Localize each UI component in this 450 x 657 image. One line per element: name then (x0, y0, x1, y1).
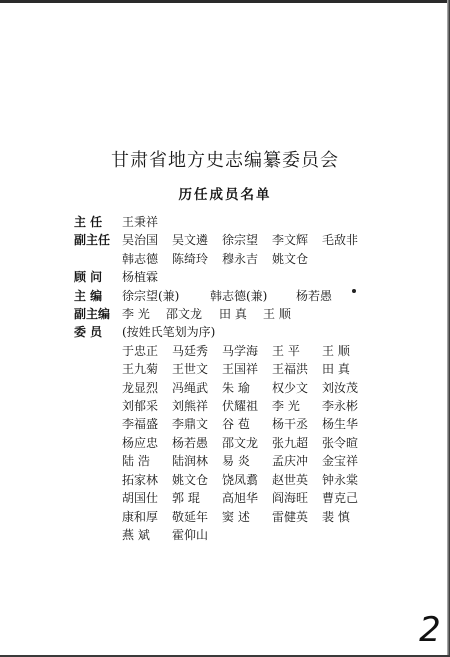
member-name: 杨若愚 (172, 435, 209, 450)
member-name: 龙显烈 (122, 380, 159, 395)
member-name: 王福洪 (272, 362, 309, 377)
member-name: 毛敌非 (322, 233, 359, 248)
member-name: 金宝祥 (322, 454, 359, 469)
member-row (74, 526, 372, 544)
member-name: 钟永棠 (322, 472, 359, 487)
member-roster (74, 213, 372, 544)
member-name: 邵文龙 (222, 435, 259, 450)
member-name: 王 顺 (263, 307, 291, 322)
member-name: 阎海旺 (272, 491, 309, 506)
member-name: 田 真 (322, 362, 350, 377)
member-name: 权少文 (272, 380, 309, 395)
member-name: 陈绮玲 (172, 251, 209, 266)
member-name: 雷健英 (272, 509, 309, 524)
ordering-note: (按姓氏笔划为序) (122, 325, 216, 340)
section-label: 主 编 (74, 288, 103, 303)
roster-subtitle: 历任成员名单 (178, 187, 272, 203)
member-name: 窦 述 (222, 509, 250, 524)
member-name: 穆永吉 (222, 251, 259, 266)
member-name: 李鼎文 (172, 417, 209, 432)
member-name: 姚文仓 (172, 472, 209, 487)
member-name: 王国祥 (222, 362, 259, 377)
member-name: 谷 苞 (222, 417, 250, 432)
member-name: 饶凤翥 (222, 472, 259, 487)
ink-dot (352, 289, 356, 293)
section-deputy-director (74, 231, 372, 249)
member-name: 陆 浩 (122, 454, 150, 469)
member-row (74, 397, 372, 415)
member-name: 吴治国 (122, 233, 159, 248)
member-name: 裴 慎 (322, 509, 350, 524)
member-name: 李福盛 (122, 417, 159, 432)
section-deputy-editor (74, 305, 372, 323)
member-name: 敬延年 (172, 509, 209, 524)
member-name: 马廷秀 (172, 343, 209, 358)
member-row (74, 508, 372, 526)
section-label: 委 员 (74, 325, 103, 340)
member-row (74, 342, 372, 360)
section-label: 副主编 (74, 307, 111, 322)
member-name: 田 真 (219, 307, 247, 322)
member-name: 李永彬 (322, 399, 359, 414)
member-name: 张令暄 (322, 435, 359, 450)
member-name: 王 平 (272, 343, 300, 358)
member-name: 杨干丞 (272, 417, 309, 432)
member-name: 孟庆冲 (272, 454, 309, 469)
member-name: 李文辉 (272, 233, 309, 248)
member-name: 姚文仓 (272, 251, 309, 266)
section-members (74, 323, 372, 341)
member-row (74, 452, 372, 470)
section-advisor (74, 268, 372, 286)
member-name: 王 顺 (322, 343, 350, 358)
member-name: 李 光 (272, 399, 300, 414)
member-name: 王世文 (172, 362, 209, 377)
member-name: 刘汝茂 (322, 380, 359, 395)
member-name: 王秉祥 (122, 215, 159, 229)
page-number (416, 611, 444, 649)
member-row (74, 360, 372, 378)
member-name: 韩志德 (122, 251, 159, 266)
section-label: 副主任 (74, 233, 111, 248)
svg-text:2: 2 (419, 611, 441, 649)
member-name: 杨若愚 (296, 288, 333, 303)
member-name: 康和厚 (122, 509, 159, 524)
member-name: 于忠正 (122, 343, 159, 358)
member-name: 胡国仕 (122, 491, 159, 506)
member-row (74, 415, 372, 433)
section-chief-editor (74, 287, 372, 305)
member-name: 杨生华 (322, 417, 359, 432)
member-row (74, 489, 372, 507)
section-label: 顾 问 (74, 270, 103, 285)
member-name: 杨应忠 (122, 435, 159, 450)
member-row (74, 471, 372, 489)
member-row (74, 379, 372, 397)
member-name: 朱 瑜 (222, 380, 250, 395)
member-name: 马学海 (222, 343, 259, 358)
member-name: 徐宗望 (222, 233, 259, 248)
member-name: 冯绳武 (172, 380, 209, 395)
member-name: 赵世英 (272, 472, 309, 487)
member-name: 刘熊祥 (172, 399, 209, 414)
member-name: 燕 斌 (122, 527, 150, 542)
member-name: 伏耀祖 (222, 399, 259, 414)
member-name: 易 炎 (222, 454, 250, 469)
member-name: 张九超 (272, 435, 309, 450)
member-name: 曹克己 (322, 491, 359, 506)
member-name: 杨植霖 (122, 270, 159, 285)
member-name: 邵文龙 (166, 307, 203, 322)
member-name: 高旭华 (222, 491, 259, 506)
member-name: 徐宗望(兼) (122, 288, 180, 303)
member-name: 吴文遴 (172, 233, 209, 248)
section-director (74, 213, 372, 231)
member-row (74, 434, 372, 452)
member-name: 拓家林 (122, 472, 159, 487)
member-name: 李 光 (122, 307, 150, 322)
member-name: 王九菊 (122, 362, 159, 377)
member-name: 刘郁采 (122, 399, 159, 414)
member-name: 郭 琨 (172, 491, 200, 506)
member-name: 韩志德(兼) (210, 288, 268, 303)
member-name: 陆润林 (172, 454, 209, 469)
section-label: 主 任 (74, 215, 103, 229)
page-edge-top (0, 0, 450, 3)
section-deputy-director-cont (74, 250, 372, 268)
member-name: 霍仰山 (172, 527, 209, 542)
committee-title: 甘肃省地方史志编纂委员会 (111, 150, 339, 171)
